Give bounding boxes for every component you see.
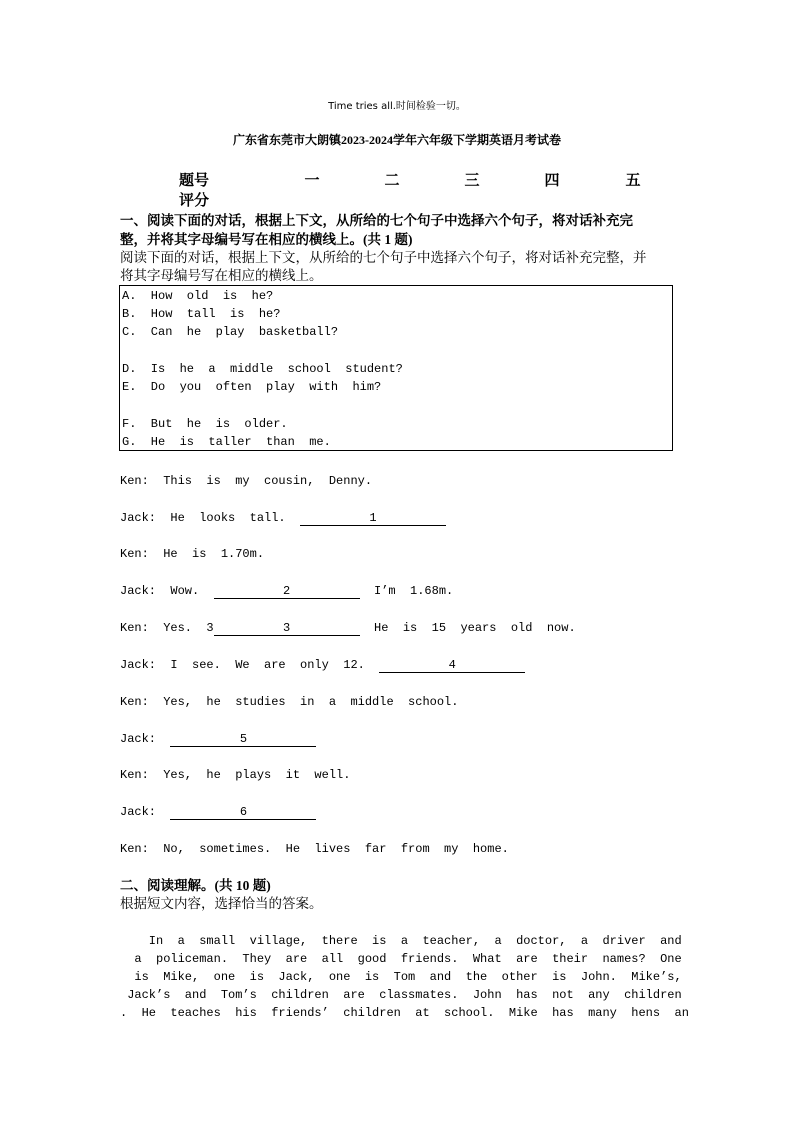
option-c: C. Can he play basketball? — [122, 325, 339, 339]
passage-line: . He teaches his friends’ children at school. Mike has many hens an — [120, 1006, 689, 1020]
section2-instruction: 根据短文内容，选择恰当的答案。 — [120, 896, 323, 911]
dialogue-line: Ken: No, sometimes. He lives far from my home. — [120, 842, 509, 856]
score-col-1: 一 — [304, 173, 320, 189]
option-g: G. He is taller than me. — [122, 435, 331, 449]
option-b: B. How tall is he? — [122, 307, 281, 321]
section2-heading: 二、阅读理解。(共 10 题) — [120, 878, 271, 893]
dialogue-line: Jack: Wow. 2 I’m 1.68m. — [120, 584, 454, 598]
option-e: E. Do you often play with him? — [122, 380, 382, 394]
score-col-2: 二 — [384, 173, 400, 189]
answer-blank-3[interactable]: 3 — [214, 622, 360, 636]
passage-line: is Mike, one is Jack, one is Tom and the other is John. Mike’s, — [120, 970, 682, 984]
dialogue-line: Jack: He looks tall. 1 — [120, 511, 446, 526]
section1-heading-line2: 整，并将其字母编号写在相应的横线上。(共 1 题) — [120, 232, 413, 247]
answer-blank-6[interactable]: 6 — [170, 806, 316, 820]
dialogue-line: Ken: Yes. 3 3 He is 15 years old now. — [120, 621, 576, 635]
option-f: F. But he is older. — [122, 417, 288, 431]
answer-blank-5[interactable]: 5 — [170, 733, 316, 747]
dialogue-line: Ken: Yes, he plays it well. — [120, 768, 351, 782]
score-col-3: 三 — [464, 173, 480, 189]
option-a: A. How old is he? — [122, 289, 274, 303]
score-col-4: 四 — [544, 173, 560, 189]
exam-title: 广东省东莞市大朗镇2023-2024学年六年级下学期英语月考试卷 — [233, 133, 561, 147]
dialogue-line: Jack: 5 — [120, 732, 316, 747]
answer-blank-4[interactable]: 4 — [379, 659, 525, 673]
option-d: D. Is he a middle school student? — [122, 362, 403, 376]
answer-blank-2[interactable]: 2 — [214, 585, 360, 599]
score-table-score-label: 评分 — [179, 193, 210, 209]
dialogue-line: Ken: Yes, he studies in a middle school. — [120, 695, 459, 709]
page-motto: Time tries all.时间检验一切。 — [328, 101, 466, 112]
section1-instruction-line2: 将其字母编号写在相应的横线上。 — [120, 268, 323, 283]
dialogue-line: Ken: This is my cousin, Denny. — [120, 474, 373, 488]
score-col-5: 五 — [625, 173, 641, 189]
answer-blank-1[interactable]: 1 — [300, 512, 446, 526]
passage-line: Jack’s and Tom’s children are classmates. John has not any children — [120, 988, 682, 1002]
score-table-header-label: 题号 — [179, 173, 210, 189]
dialogue-line: Ken: He is 1.70m. — [120, 547, 265, 561]
section1-heading-line1: 一、阅读下面的对话，根据上下文，从所给的七个句子中选择六个句子，将对话补充完 — [120, 213, 633, 228]
dialogue-line: Jack: I see. We are only 12. 4 — [120, 658, 525, 673]
passage-line: In a small village, there is a teacher, a doctor, a driver and — [120, 934, 682, 948]
section1-instruction-line1: 阅读下面的对话，根据上下文，从所给的七个句子中选择六个句子，将对话补充完整，并 — [120, 250, 647, 265]
passage-line: a policeman. They are all good friends. What are their names? One — [120, 952, 682, 966]
dialogue-line: Jack: 6 — [120, 805, 316, 820]
